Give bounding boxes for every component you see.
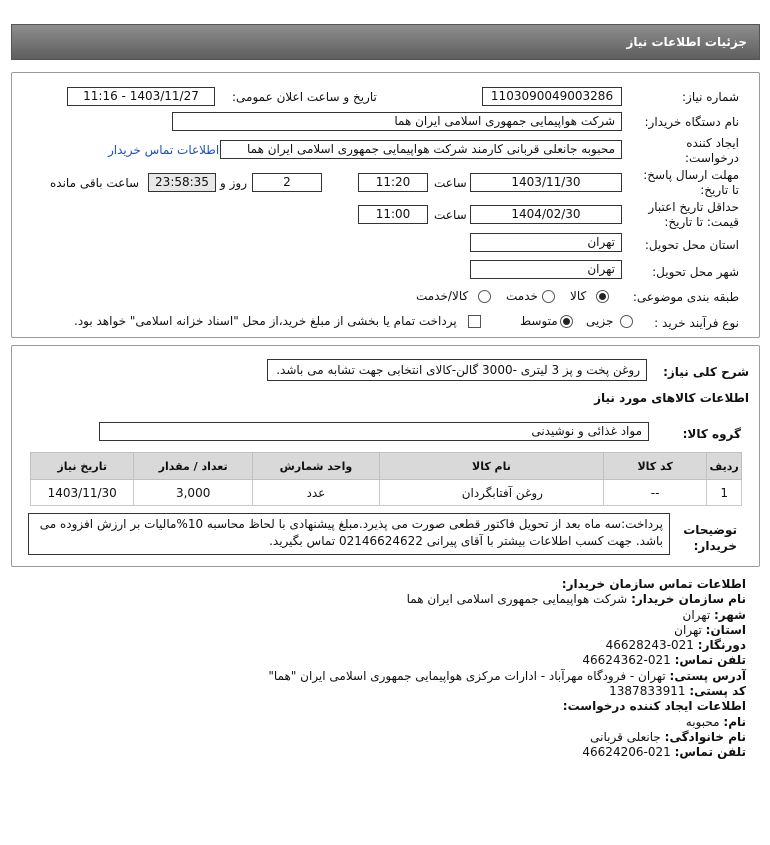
deadline-time-field: 11:20 [358,173,428,192]
cell-unit: عدد [252,480,379,506]
creator-phone-value: 021-46624206 [582,745,671,760]
creator-first-name-value: محبوبه [685,714,720,729]
deadline-label-1: مهلت ارسال پاسخ: [643,168,739,182]
org-name-value: شرکت هواپیمایی جمهوری اسلامی ایران هما [406,592,628,607]
org-province-value: تهران [674,622,702,637]
goods-info-title: اطلاعات کالاهای مورد نیاز [594,391,749,405]
validity-label-1: حداقل تاریخ اعتبار [648,200,739,214]
org-name-row [46,592,746,607]
col-code: کد کالا [603,453,706,480]
org-address-row [46,669,746,684]
need-details-panel [11,345,760,567]
province-label: استان محل تحویل: [644,238,739,252]
creator-contact-title: اطلاعات ایجاد کننده درخواست: [562,699,746,714]
need-number-label: شماره نیاز: [682,90,739,104]
days-label: روز و [220,176,247,190]
org-address-label: آدرس پستی: [669,668,746,683]
notes-field: پرداخت:سه ماه بعد از تحویل فاکتور قطعی صورت می پذیرد.مبلغ پیشنهادی با لحاظ محاسبه 10%مالیات بر ارزش افزوده می باشد. جهت کسب اطلاعات بیشتر با آقای پیرانی 02146624622 تماس بگیرید. [28,513,670,555]
col-date: تاریخ نیاز [31,453,134,480]
cell-code: -- [603,480,706,506]
org-fax-row [46,638,746,653]
validity-time-field: 11:00 [358,205,428,224]
goods-table [30,452,742,506]
org-city-label: شهر: [714,607,746,622]
remaining-time-field: 23:58:35 [148,173,216,192]
goods-table-header [31,453,742,480]
page-title: جزئیات اطلاعات نیاز [626,35,747,49]
creator-label-1: ایجاد کننده [686,136,739,150]
buyer-contact-link[interactable]: اطلاعات تماس خریدار [108,143,220,157]
process-minor-label: جزیی [586,314,614,328]
org-name-label: نام سازمان خریدار: [631,592,746,607]
province-field: تهران [470,233,622,252]
creator-label-2: درخواست: [685,151,739,165]
group-field: مواد غذائی و نوشیدنی [99,422,649,441]
org-contact-title: اطلاعات تماس سازمان خریدار: [561,577,746,591]
org-address-value: تهران - فرودگاه مهرآباد - ادارات مرکزی هواپیمایی جمهوری اسلامی ایران "هما" [268,668,666,683]
creator-first-name-row [46,715,746,730]
creator-first-name-label: نام: [723,714,746,729]
buyer-label: نام دستگاه خریدار: [644,115,739,129]
creator-field: محبوبه جانعلی قربانی کارمند شرکت هواپیمایی جمهوری اسلامی ایران هما [220,140,622,159]
notes-label-1: توضیحات [683,523,737,537]
creator-phone-row [46,745,746,760]
col-unit: واحد شمارش [252,453,379,480]
creator-last-name-label: نام خانوادگی: [664,729,746,744]
table-row [31,480,742,506]
category-service-radio[interactable] [542,290,555,303]
category-goods-label: کالا [570,289,587,303]
org-phone-row [46,653,746,668]
validity-label-2: قیمت: تا تاریخ: [664,215,739,229]
cell-row: 1 [707,480,742,506]
summary-field: روغن پخت و پز 3 لیتری -3000 گالن-کالای انتخابی جهت تشابه می باشد. [267,359,647,381]
deadline-date-field: 1403/11/30 [470,173,622,192]
org-fax-label: دورنگار: [697,638,746,653]
process-medium-radio[interactable] [560,315,573,328]
cell-name: روغن آفتابگردان [379,480,603,506]
creator-last-name-value: جانعلی قربانی [590,729,661,744]
process-minor-radio[interactable] [620,315,633,328]
org-phone-label: تلفن تماس: [674,653,746,668]
col-name: نام کالا [379,453,603,480]
process-medium-label: متوسط [520,314,558,328]
creator-last-name-row [46,730,746,745]
need-number-field: 1103090049003286 [482,87,622,106]
deadline-time-label: ساعت [434,176,467,190]
summary-label: شرح کلی نیاز: [663,365,749,379]
org-province-label: استان: [705,622,746,637]
category-both-label: کالا/خدمت [416,289,469,303]
org-fax-value: 021-46628243 [605,638,694,653]
need-info-panel [11,72,760,338]
announce-label: تاریخ و ساعت اعلان عمومی: [232,90,377,104]
treasury-text: پرداخت تمام یا بخشی از مبلغ خرید،از محل "اسناد خزانه اسلامی" خواهد بود. [74,314,457,328]
treasury-checkbox[interactable] [468,315,481,328]
buyer-field: شرکت هواپیمایی جمهوری اسلامی ایران هما [172,112,622,131]
deadline-label-2: تا تاریخ: [700,183,739,197]
org-province-row [46,623,746,638]
validity-date-field: 1404/02/30 [470,205,622,224]
category-goods-radio[interactable] [596,290,609,303]
announce-field: 1403/11/27 - 11:16 [67,87,215,106]
contact-info [46,577,746,761]
category-label: طبقه بندی موضوعی: [632,290,739,304]
process-label: نوع فرآیند خرید : [654,316,739,330]
col-qty: تعداد / مقدار [134,453,252,480]
category-service-label: خدمت [506,289,538,303]
org-city-value: تهران [682,607,711,622]
city-field: تهران [470,260,622,279]
validity-time-label: ساعت [434,208,467,222]
cell-date: 1403/11/30 [31,480,134,506]
remaining-label: ساعت باقی مانده [50,176,140,190]
page-header [11,24,760,60]
category-both-radio[interactable] [478,290,491,303]
cell-qty: 3,000 [134,480,252,506]
city-label: شهر محل تحویل: [652,265,739,279]
group-label: گروه کالا: [682,427,741,441]
col-row: ردیف [707,453,742,480]
org-city-row [46,608,746,623]
creator-phone-label: تلفن تماس: [674,745,746,760]
org-phone-value: 021-46624362 [582,653,671,668]
days-field: 2 [252,173,322,192]
org-postal-row [46,684,746,699]
notes-label-2: خریدار: [693,539,737,553]
org-postal-label: کد پستی: [689,684,746,699]
org-postal-value: 1387833911 [609,684,686,699]
